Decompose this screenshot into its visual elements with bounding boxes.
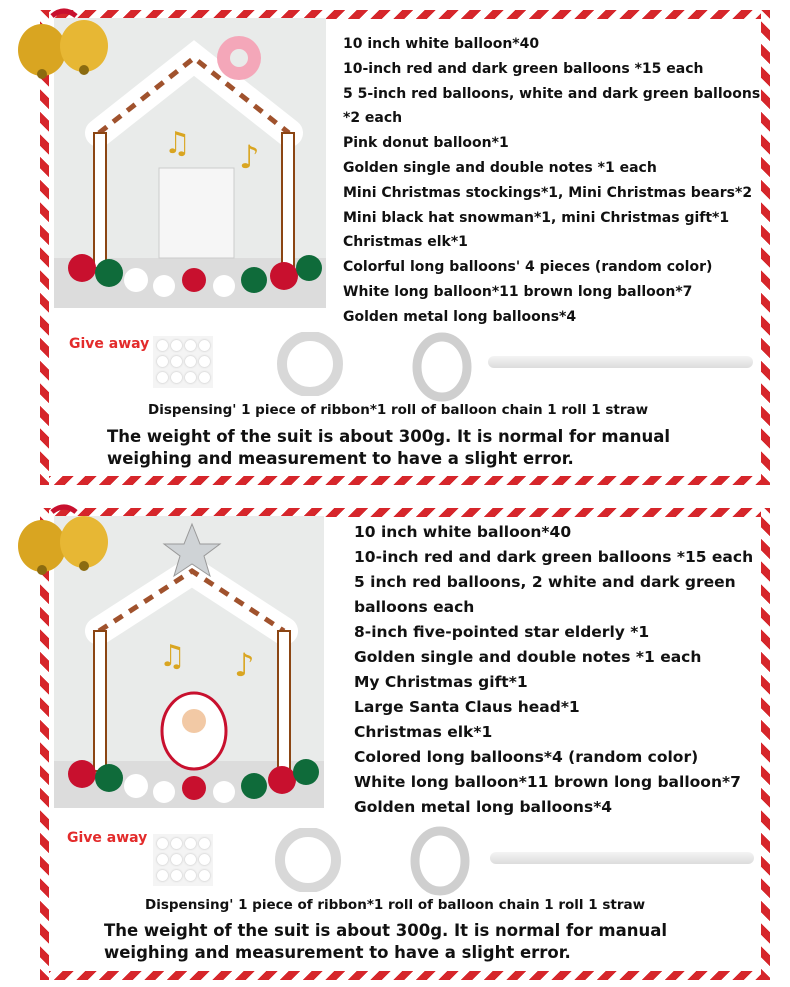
contents-item: Golden single and double notes *1 each <box>354 648 702 666</box>
svg-text:♪: ♪ <box>234 646 255 684</box>
contents-item: 5 inch red balloons, 2 white and dark green balloons each <box>354 573 736 616</box>
ribbon-roll-image <box>273 828 343 892</box>
candy-stripe-bottom <box>40 476 770 485</box>
contents-item: White long balloon*11 brown long balloon*7 <box>354 773 741 791</box>
contents-list-1 <box>343 32 768 330</box>
contents-item: Golden metal long balloons*4 <box>354 798 613 816</box>
candy-stripe-bottom <box>40 971 770 980</box>
weight-note: The weight of the suit is about 300g. It is normal for manual weighing and measurement to have a slight error. <box>104 921 667 962</box>
contents-item: Christmas elk*1 <box>343 234 468 251</box>
weight-note: The weight of the suit is about 300g. It is normal for manual weighing and measurement to have a slight error. <box>107 427 670 468</box>
give-away-label: Give away <box>67 830 148 846</box>
contents-item: 10-inch red and dark green balloons *15 each <box>354 548 754 566</box>
contents-item: 10-inch red and dark green balloons *15 each <box>343 60 704 77</box>
contents-item: Pink donut balloon*1 <box>343 135 509 152</box>
contents-list-2 <box>354 520 766 820</box>
contents-item: Colorful long balloons' 4 pieces (random color) <box>343 259 713 276</box>
svg-text:♫: ♫ <box>164 126 191 161</box>
ribbon-roll-image <box>275 332 345 396</box>
balloon-chain-roll-image <box>410 826 470 896</box>
svg-text:♫: ♫ <box>159 639 186 674</box>
accessories-line: Dispensing' 1 piece of ribbon*1 roll of balloon chain 1 roll 1 straw <box>145 897 646 913</box>
contents-item: Golden metal long balloons*4 <box>343 308 577 325</box>
contents-item: My Christmas gift*1 <box>354 673 528 691</box>
contents-item: White long balloon*11 brown long balloon*7 <box>343 283 693 300</box>
glue-dots-image <box>153 336 213 388</box>
contents-item: Large Santa Claus head*1 <box>354 698 580 716</box>
product-panel-2 <box>40 508 770 980</box>
contents-item: 10 inch white balloon*40 <box>343 36 540 52</box>
straw-image <box>490 852 754 864</box>
contents-item: Golden single and double notes *1 each <box>343 159 657 176</box>
straw-image <box>488 356 753 368</box>
christmas-bells-icon <box>2 498 122 578</box>
contents-item: Mini Christmas stockings*1, Mini Christmas bears*2 <box>343 184 753 201</box>
christmas-bells-icon <box>2 2 122 82</box>
product-panel-1 <box>40 10 770 485</box>
contents-item: 10 inch white balloon*40 <box>354 523 572 541</box>
svg-text:♪: ♪ <box>239 138 260 176</box>
contents-item: Mini black hat snowman*1, mini Christmas gift*1 <box>343 209 730 226</box>
accessories-line: Dispensing' 1 piece of ribbon*1 roll of balloon chain 1 roll 1 straw <box>148 402 649 418</box>
glue-dots-image <box>153 834 213 886</box>
contents-item: Christmas elk*1 <box>354 723 493 741</box>
contents-item: 8-inch five-pointed star elderly *1 <box>354 623 650 641</box>
contents-item: 5 5-inch red balloons, white and dark green balloons *2 each <box>343 85 761 127</box>
give-away-label: Give away <box>69 336 150 352</box>
balloon-chain-roll-image <box>412 332 472 402</box>
contents-item: Colored long balloons*4 (random color) <box>354 748 699 766</box>
candy-stripe-left <box>40 508 49 980</box>
